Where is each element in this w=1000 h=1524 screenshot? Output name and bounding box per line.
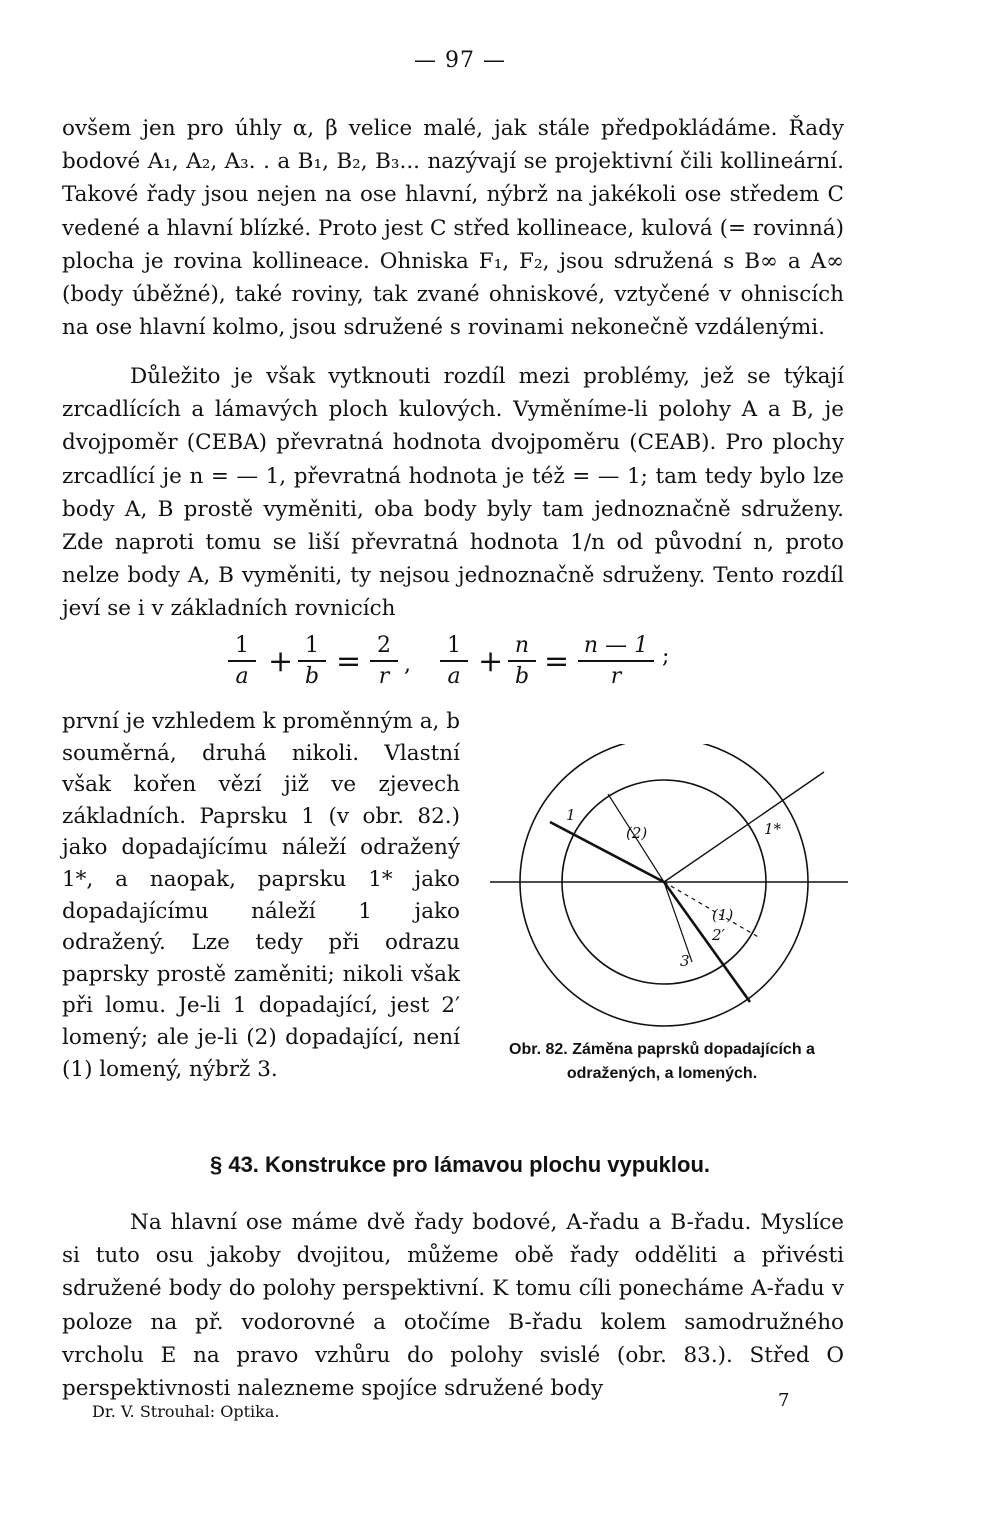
fraction-1-over-a: $\frac{1}{a}$ — [228, 632, 256, 692]
equations — [218, 632, 678, 702]
label-1-paren: (1) — [712, 906, 734, 924]
ray-3 — [664, 882, 692, 962]
footer-author: Dr. V. Strouhal: Optika. — [92, 1402, 280, 1421]
footer-signature: 7 — [778, 1390, 790, 1411]
paragraph-2: Důležito je však vytknouti rozdíl mezi problémy, jež se týkají zrcadlících a lámavých ploch kulových. Vyměníme-li polohy A a B, je dvojpoměr (CEBA) převratná hodnota dvojpoměru (CEAB). Pro plochy zrcadlící je n = — 1, převratná hodnota je též = — 1; tam tedy bylo lze body A, B prostě vyměniti, oba body byly tam jednoznačně sdruženy. Zde naproti tomu se liší převratná hodnota 1/n od původní n, proto nelze body A, B vyměniti, ty nejsou jednoznačně sdruženy. Tento rozdíl jeví se i v základních rovnicích — [62, 364, 844, 622]
fraction-n-over-b: $\frac{n}{b}$ — [508, 632, 536, 692]
paragraph-left: první je vzhledem k proměnným a, b souměrná, druhá nikoli. Vlastní však kořen vězí již ve zjevech základních. Paprsku 1 (v obr. 82.) jako dopadajícímu náleží odražený 1*, a naopak, paprsku 1* jako dopadajícímu náleží 1 jako odražený. Lze tedy při odrazu paprsky prostě zaměniti; nikoli však při lomu. Je-li 1 dopadající, jest 2′ lomený; ale je-li (2) dopadající, není (1) lomený, nýbrž 3. — [62, 709, 460, 1082]
page-number: — 97 — — [414, 48, 506, 73]
fraction-1-over-a-2: $\frac{1}{a}$ — [440, 632, 468, 692]
label-1: 1 — [566, 806, 576, 824]
paragraph-3: Na hlavní ose máme dvě řady bodové, A-řadu a B-řadu. Myslíce si tuto osu jakoby dvojitou, můžeme obě řady odděliti a přivésti sdružené body do polohy perspektivní. K tomu cíli ponecháme A-řadu v poloze na př. vodorovné a otočíme B-řadu kolem samodružného vrcholu E na pravo vzhůru do polohy svislé (obr. 83.). Střed O perspektivnosti nalezneme spojíce sdružené body — [62, 1210, 844, 1402]
fraction-2-over-r: $\frac{2}{r}$ — [370, 632, 398, 692]
paragraph-1: ovšem jen pro úhly α, β velice malé, jak stále předpokládáme. Řady bodové A₁, A₂, A₃. . a B₁, B₂, B₃... nazývají se projektivní čili kollineární. Takové řady jsou nejen na ose hlavní, nýbrž na jakékoli ose středem C vedené a hlavní blízké. Proto jest C střed kollineace, kulová (= rovinná) plocha je rovina kollineace. Ohniska F₁, F₂, jsou sdružená s B∞ a A∞ (body úběžné), také roviny, tak zvané ohniskové, vztyčené v ohniscích na ose hlavní kolmo, jsou sdružené s rovinami nekonečně vzdálenými. — [62, 116, 844, 341]
plus-sign-2: + — [478, 644, 504, 679]
fraction-n-minus-1-over-r: $\frac{n — 1}{r}$ — [578, 632, 654, 692]
ray-1-star — [664, 772, 824, 882]
comma: , — [404, 652, 411, 677]
semicolon: ; — [662, 644, 670, 669]
plus-sign: + — [268, 644, 294, 679]
equals-sign: = — [336, 644, 362, 679]
label-2-prime: 2′ — [712, 926, 725, 944]
ray-2-prime — [664, 882, 750, 1002]
equals-sign-2: = — [544, 644, 570, 679]
fraction-1-over-b: $\frac{1}{b}$ — [298, 632, 326, 692]
label-1-star: 1* — [764, 820, 782, 838]
label-2-paren: (2) — [626, 824, 648, 842]
label-3: 3 — [680, 952, 690, 970]
figure-caption: Obr. 82. Záměna paprsků dopadajících a odražených, a lomených. — [509, 1041, 815, 1082]
figure-82 — [484, 744, 854, 1034]
section-heading: § 43. Konstrukce pro lámavou plochu vypuklou. — [209, 1152, 710, 1177]
